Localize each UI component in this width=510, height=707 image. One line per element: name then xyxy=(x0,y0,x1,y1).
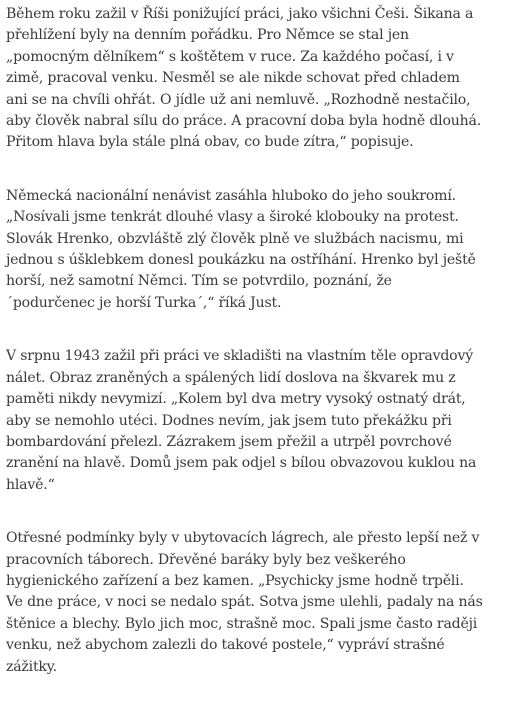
paragraph-4 xyxy=(6,528,504,678)
text-line: horší, než samotní Němci. Tím se potvrdilo, poznání, že xyxy=(6,273,392,290)
text-line: Německá nacionální nenávist zasáhla hluboko do jeho soukromí. xyxy=(6,187,456,204)
text-line: hlavě.“ xyxy=(6,476,55,493)
text-line: zážitky. xyxy=(6,658,57,675)
paragraph-3 xyxy=(6,346,504,496)
text-line: ani se na chvíli ohřát. O jídle už ani nemluvě. „Rozhodně nestačilo, xyxy=(6,91,471,108)
text-line: Otřesné podmínky byly v ubytovacích lágrech, ale přesto lepší než v xyxy=(6,530,480,547)
text-line: Ve dne práce, v noci se nedalo spát. Sotva jsme ulehli, padaly na nás xyxy=(6,594,483,611)
text-line: pracovních táborech. Dřevěné baráky byly bez veškerého xyxy=(6,551,406,568)
paragraph-1 xyxy=(6,4,504,154)
text-line: Slovák Hrenko, obzvláště zlý člověk plně ve službách nacismu, mi xyxy=(6,230,464,247)
text-line: „pomocným dělníkem“ s koštětem v ruce. Za každého počasí, i v xyxy=(6,48,454,65)
paragraph-2 xyxy=(6,186,504,314)
text-line: jednou s úšklebkem donesl poukázku na ostříhání. Hrenko byl ještě xyxy=(6,252,476,269)
text-line: venku, než abychom zalezli do takové postele,“ vypráví strašné xyxy=(6,637,445,654)
text-line: hygienického zařízení a bez kamen. „Psychicky jsme hodně trpěli. xyxy=(6,572,464,589)
text-line: Přitom hlava byla stále plná obav, co bude zítra,“ popisuje. xyxy=(6,134,414,151)
text-line: zimě, pracoval venku. Nesměl se ale nikde schovat před chladem xyxy=(6,70,460,87)
text-line: V srpnu 1943 zažil při práci ve skladišti na vlastním těle opravdový xyxy=(6,348,473,365)
text-line: aby člověk nabral sílu do práce. A pracovní doba byla hodně dlouhá. xyxy=(6,113,481,130)
text-line: přehlížení byly na denním pořádku. Pro Němce se stal jen xyxy=(6,27,409,44)
text-line: ´podurčenec je horší Turka´,“ říká Just. xyxy=(6,294,282,311)
text-line: „Nosívali jsme tenkrát dlouhé vlasy a široké klobouky na protest. xyxy=(6,209,459,226)
text-line: Během roku zažil v Říši ponižující práci, jako všichni Češi. Šikana a xyxy=(6,6,474,22)
text-line: štěnice a blechy. Bylo jich moc, strašně moc. Spali jsme často raději xyxy=(6,615,478,632)
text-line: nálet. Obraz zraněných a spálených lidí doslova na škvarek mu z xyxy=(6,369,456,386)
text-line: aby se nemohlo utéci. Dodnes nevím, jak jsem tuto překážku při xyxy=(6,412,452,429)
text-line: zranění na hlavě. Domů jsem pak odjel s bílou obvazovou kuklou na xyxy=(6,455,477,472)
text-line: bombardování přelezl. Zázrakem jsem přežil a utrpěl povrchové xyxy=(6,433,452,450)
text-line: paměti nikdy nevymizí. „Kolem byl dva metry vysoký ostnatý drát, xyxy=(6,391,466,408)
